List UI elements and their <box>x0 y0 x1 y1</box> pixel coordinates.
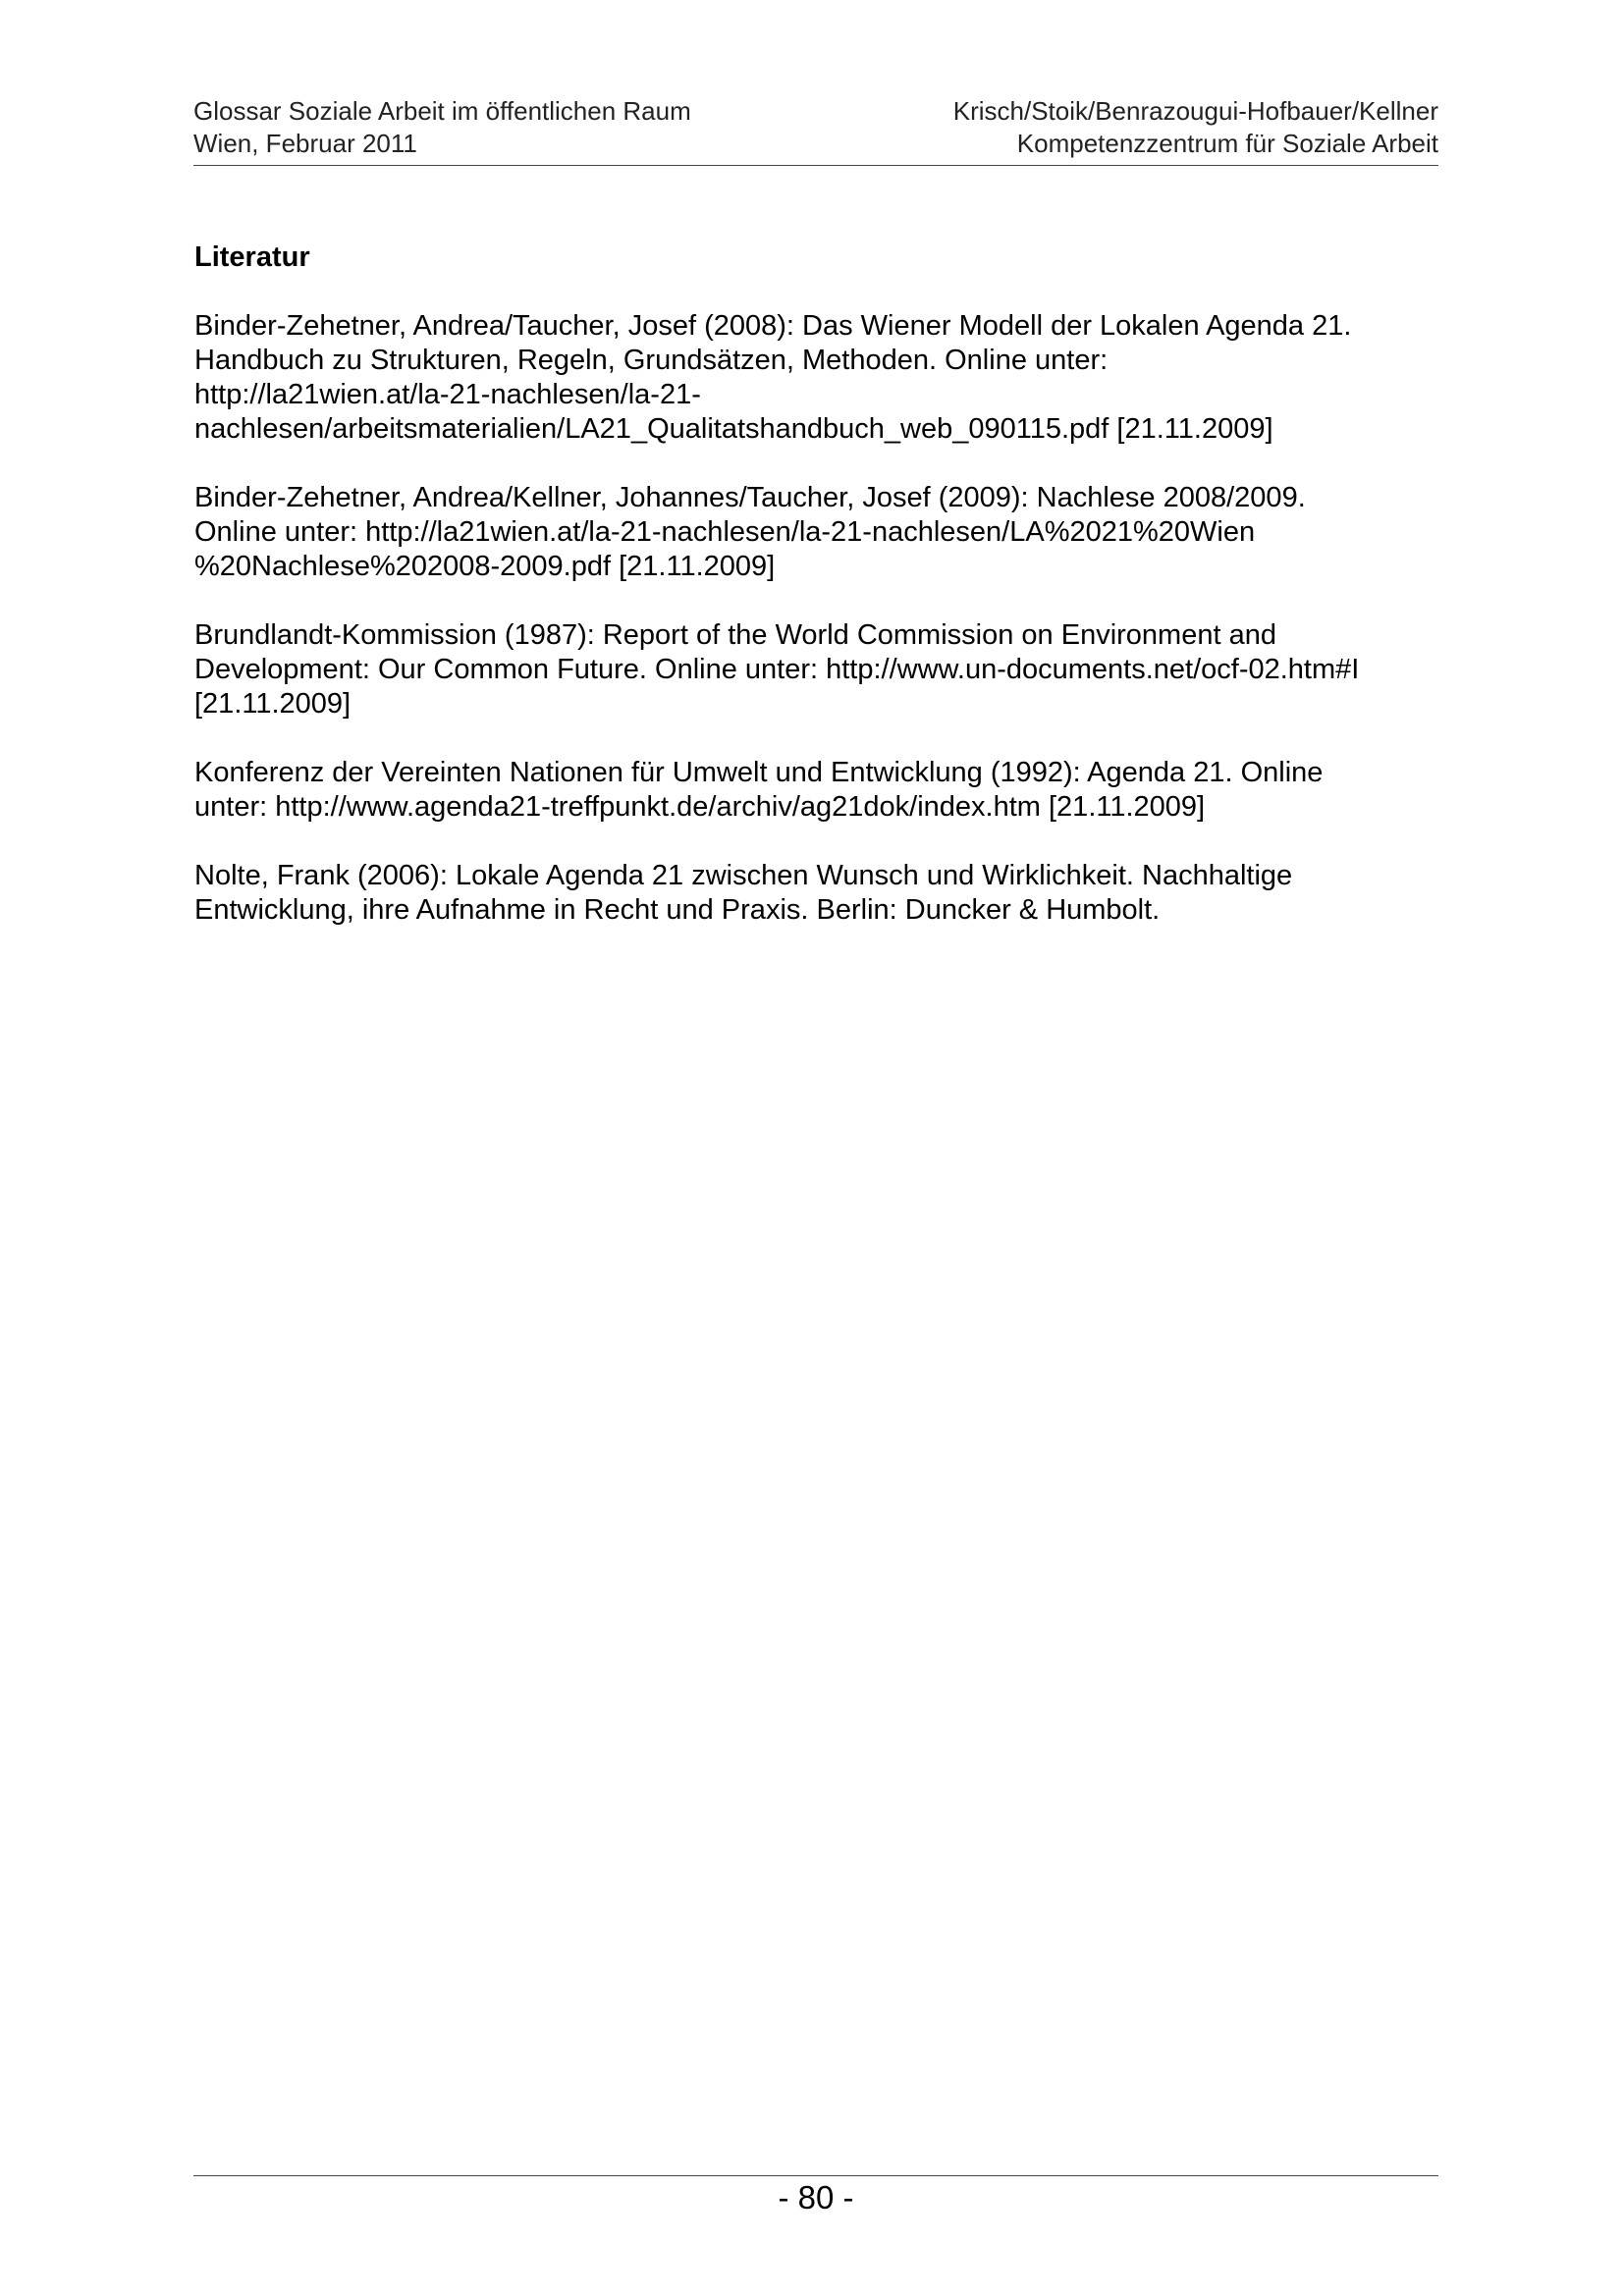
reference-line: [21.11.2009] <box>194 688 352 720</box>
header-right <box>953 95 1438 160</box>
page-header <box>193 95 1438 166</box>
reference-line: Binder-Zehetner, Andrea/Kellner, Johannes/Taucher, Josef (2009): Nachlese 2008/2009. <box>194 482 1306 513</box>
reference-line: unter: http://www.agenda21-treffpunkt.de/archiv/ag21dok/index.htm [21.11.2009] <box>194 791 1206 823</box>
reference-entry <box>194 859 1451 928</box>
header-authors: Krisch/Stoik/Benrazougui-Hofbauer/Kellner <box>952 96 1438 126</box>
reference-line: Online unter: http://la21wien.at/la-21-nachlesen/la-21-nachlesen/LA%2021%20Wien <box>194 516 1256 548</box>
header-date: Wien, Februar 2011 <box>193 129 417 158</box>
reference-line: Nolte, Frank (2006): Lokale Agenda 21 zwischen Wunsch und Wirklichkeit. Nachhaltige <box>194 860 1293 891</box>
reference-line: Binder-Zehetner, Andrea/Taucher, Josef (2008): Das Wiener Modell der Lokalen Agenda 21. <box>194 310 1352 342</box>
reference-line: http://la21wien.at/la-21-nachlesen/la-21- <box>194 379 701 410</box>
reference-entry <box>194 309 1451 447</box>
header-document-title: Glossar Soziale Arbeit im öffentlichen Raum <box>193 96 691 126</box>
main-content <box>194 240 1451 962</box>
reference-entry <box>194 481 1451 584</box>
footer-divider <box>193 2175 1438 2176</box>
header-divider <box>193 165 1438 166</box>
reference-line: Development: Our Common Future. Online unter: http://www.un-documents.net/ocf-02.htm#I <box>194 654 1360 685</box>
page-number: - 80 - <box>778 2179 854 2216</box>
section-title: Literatur <box>194 241 310 273</box>
header-left <box>193 95 691 160</box>
reference-line: nachlesen/arbeitsmaterialien/LA21_Qualitatshandbuch_web_090115.pdf [21.11.2009] <box>194 413 1273 445</box>
reference-line: Handbuch zu Strukturen, Regeln, Grundsätzen, Methoden. Online unter: <box>194 345 1109 376</box>
reference-entry <box>194 618 1451 721</box>
reference-line: %20Nachlese%202008-2009.pdf [21.11.2009] <box>194 551 776 582</box>
reference-entry <box>194 756 1451 825</box>
reference-line: Entwicklung, ihre Aufnahme in Recht und Praxis. Berlin: Duncker & Humbolt. <box>194 894 1161 926</box>
reference-line: Brundlandt-Kommission (1987): Report of the World Commission on Environment and <box>194 619 1276 651</box>
header-institution: Kompetenzzentrum für Soziale Arbeit <box>1016 129 1438 158</box>
reference-line: Konferenz der Vereinten Nationen für Umwelt und Entwicklung (1992): Agenda 21. Online <box>194 757 1324 788</box>
